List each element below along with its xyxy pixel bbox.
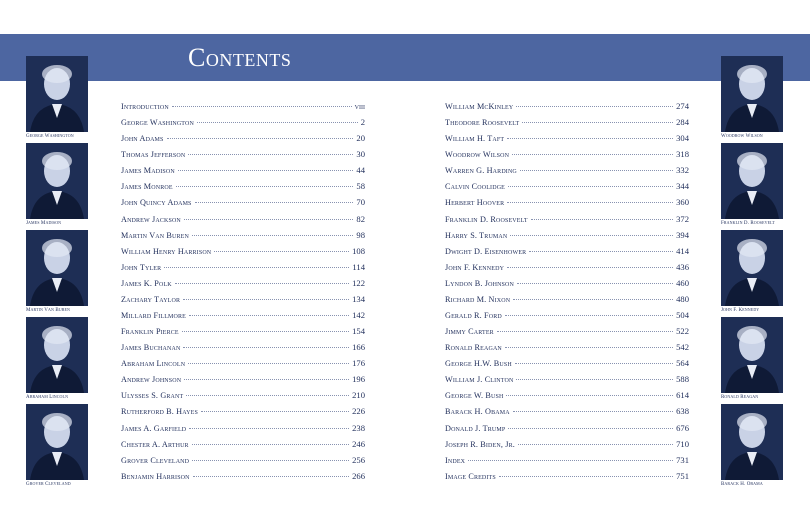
toc-entry[interactable] bbox=[121, 291, 365, 307]
dot-leader bbox=[192, 460, 349, 461]
toc-entry[interactable] bbox=[445, 403, 689, 419]
toc-entry-page: 614 bbox=[676, 390, 689, 401]
dot-leader bbox=[518, 444, 673, 445]
dot-leader bbox=[164, 267, 349, 268]
toc-entry-page: 226 bbox=[352, 406, 365, 417]
toc-entry-title: Harry S. Truman bbox=[445, 230, 508, 240]
toc-entry-title: Benjamin Harrison bbox=[121, 471, 190, 481]
toc-entry[interactable] bbox=[121, 452, 365, 468]
toc-entry-page: 731 bbox=[676, 454, 689, 465]
right-portrait bbox=[721, 230, 783, 313]
toc-entry-page: 710 bbox=[676, 438, 689, 449]
toc-entry-page: 638 bbox=[676, 406, 689, 417]
toc-entry-page: 504 bbox=[676, 310, 689, 321]
toc-entry-title: Andrew Jackson bbox=[121, 214, 181, 224]
toc-entry-title: William H. Taft bbox=[445, 134, 505, 144]
toc-entry-title: Franklin Pierce bbox=[121, 327, 179, 337]
toc-entry-page: 414 bbox=[676, 245, 689, 256]
toc-entry-title: Donald J. Trump bbox=[445, 423, 506, 433]
portrait-franklin-roosevelt-icon bbox=[721, 143, 783, 219]
toc-entry-page: 318 bbox=[676, 149, 689, 160]
dot-leader bbox=[505, 315, 673, 316]
portrait-caption: Abraham Lincoln bbox=[26, 395, 69, 400]
dot-leader bbox=[197, 122, 358, 123]
dot-leader bbox=[188, 154, 353, 155]
toc-entry-page: 564 bbox=[676, 358, 689, 369]
portrait-caption: Barack H. Obama bbox=[721, 482, 763, 487]
toc-entry-page: 344 bbox=[676, 181, 689, 192]
dot-leader bbox=[167, 138, 354, 139]
toc-entry[interactable] bbox=[121, 146, 365, 162]
toc-entry-page: 122 bbox=[352, 277, 365, 288]
dot-leader bbox=[508, 186, 673, 187]
toc-entry[interactable] bbox=[121, 468, 365, 484]
toc-entry[interactable] bbox=[445, 452, 689, 468]
toc-entry[interactable] bbox=[121, 355, 365, 371]
dot-leader bbox=[175, 283, 349, 284]
toc-entry[interactable] bbox=[445, 227, 689, 243]
dot-leader bbox=[507, 202, 673, 203]
toc-entry-title: Andrew Johnson bbox=[121, 375, 182, 385]
dot-leader bbox=[468, 460, 673, 461]
toc-entry-page: 30 bbox=[356, 149, 365, 160]
dot-leader bbox=[517, 283, 673, 284]
portrait-caption: Martin Van Buren bbox=[26, 308, 71, 313]
toc-entry-page: 2 bbox=[360, 117, 365, 128]
toc-entry-title: George H.W. Bush bbox=[445, 359, 512, 369]
right-portrait bbox=[721, 143, 783, 226]
dot-leader bbox=[195, 202, 354, 203]
dot-leader bbox=[183, 347, 349, 348]
toc-entry-page: 304 bbox=[676, 133, 689, 144]
toc-entry[interactable] bbox=[121, 323, 365, 339]
toc-entry-title: William J. Clinton bbox=[445, 375, 514, 385]
portrait-grover-cleveland-icon bbox=[26, 404, 88, 480]
toc-entry-title: Index bbox=[445, 455, 466, 465]
portrait-caption: Ronald Reagan bbox=[721, 395, 759, 400]
toc-entry-page: 114 bbox=[352, 261, 365, 272]
toc-entry-page: 98 bbox=[356, 229, 365, 240]
toc-entry-page: 108 bbox=[352, 245, 365, 256]
toc-entry-page: 134 bbox=[352, 293, 365, 304]
portrait-caption: Franklin D. Roosevelt bbox=[721, 221, 775, 226]
toc-entry[interactable] bbox=[121, 227, 365, 243]
toc-entry-page: 58 bbox=[356, 181, 365, 192]
toc-entry[interactable] bbox=[445, 146, 689, 162]
left-portrait bbox=[26, 404, 88, 487]
toc-entry[interactable] bbox=[121, 178, 365, 194]
toc-entry-page: 588 bbox=[676, 374, 689, 385]
dot-leader bbox=[189, 428, 349, 429]
toc-entry[interactable] bbox=[445, 98, 689, 114]
toc-entry-page: 20 bbox=[356, 133, 365, 144]
toc-entry-title: Jimmy Carter bbox=[445, 327, 494, 337]
toc-entry-title: Herbert Hoover bbox=[445, 198, 505, 208]
toc-entry-page: 82 bbox=[356, 213, 365, 224]
right-portrait bbox=[721, 56, 783, 139]
toc-entry-page: 480 bbox=[676, 293, 689, 304]
toc-entry-page: 44 bbox=[356, 165, 365, 176]
toc-entry[interactable] bbox=[121, 130, 365, 146]
toc-entry[interactable] bbox=[445, 211, 689, 227]
toc-entry-title: George W. Bush bbox=[445, 391, 504, 401]
dot-leader bbox=[178, 170, 354, 171]
toc-entry-title: Introduction bbox=[121, 102, 169, 111]
toc-entry-page: 676 bbox=[676, 422, 689, 433]
toc-entry-title: Warren G. Harding bbox=[445, 166, 517, 176]
toc-entry-title: William McKinley bbox=[445, 102, 514, 111]
dot-leader bbox=[522, 122, 673, 123]
toc-entry-page: 460 bbox=[676, 277, 689, 288]
toc-entry[interactable] bbox=[121, 243, 365, 259]
toc-entry[interactable] bbox=[121, 436, 365, 452]
toc-entry[interactable] bbox=[121, 194, 365, 210]
toc-entry-title: Barack H. Obama bbox=[445, 407, 510, 417]
toc-entry-page: 196 bbox=[352, 374, 365, 385]
toc-entry[interactable] bbox=[121, 162, 365, 178]
toc-entry[interactable] bbox=[445, 178, 689, 194]
toc-entry-title: Zachary Taylor bbox=[121, 294, 181, 304]
toc-entry-page: 522 bbox=[676, 326, 689, 337]
dot-leader bbox=[189, 315, 349, 316]
toc-entry-page: 394 bbox=[676, 229, 689, 240]
toc-entry[interactable] bbox=[445, 243, 689, 259]
toc-entry-title: James Monroe bbox=[121, 182, 173, 192]
toc-entry-page: 210 bbox=[352, 390, 365, 401]
dot-leader bbox=[499, 476, 673, 477]
toc-entry-title: Chester A. Arthur bbox=[121, 439, 189, 449]
toc-entry-page: viii bbox=[354, 101, 365, 111]
portrait-caption: John F. Kennedy bbox=[721, 308, 760, 313]
toc-entry[interactable] bbox=[121, 211, 365, 227]
toc-entry-title: Joseph R. Biden, Jr. bbox=[445, 439, 515, 449]
dot-leader bbox=[193, 476, 349, 477]
dot-leader bbox=[508, 428, 673, 429]
toc-entry-title: James Madison bbox=[121, 166, 175, 176]
toc-entry-title: George Washington bbox=[121, 118, 194, 128]
toc-entry-title: James K. Polk bbox=[121, 278, 172, 288]
toc-entry[interactable] bbox=[445, 259, 689, 275]
toc-entry[interactable] bbox=[121, 307, 365, 323]
toc-entry[interactable] bbox=[445, 420, 689, 436]
dot-leader bbox=[182, 331, 349, 332]
portrait-barack-obama-icon bbox=[721, 404, 783, 480]
title-banner bbox=[0, 34, 810, 81]
dot-leader bbox=[512, 154, 673, 155]
dot-leader bbox=[520, 170, 673, 171]
toc-entry-title: Ulysses S. Grant bbox=[121, 391, 184, 401]
toc-entry-title: Thomas Jefferson bbox=[121, 150, 186, 160]
toc-entry-title: John Tyler bbox=[121, 262, 162, 272]
toc-entry-title: John F. Kennedy bbox=[445, 262, 505, 272]
toc-entry[interactable] bbox=[445, 436, 689, 452]
toc-entry-title: Theodore Roosevelt bbox=[445, 118, 520, 128]
toc-entry-page: 284 bbox=[676, 117, 689, 128]
dot-leader bbox=[192, 444, 349, 445]
toc-entry[interactable] bbox=[121, 339, 365, 355]
toc-entry-page: 274 bbox=[676, 101, 689, 111]
dot-leader bbox=[516, 379, 673, 380]
toc-entry-page: 751 bbox=[676, 470, 689, 481]
toc-entry-title: Woodrow Wilson bbox=[445, 150, 510, 160]
toc-entry-title: Martin Van Buren bbox=[121, 230, 189, 240]
toc-entry[interactable] bbox=[445, 130, 689, 146]
toc-entry-page: 372 bbox=[676, 213, 689, 224]
toc-entry-title: Richard M. Nixon bbox=[445, 294, 511, 304]
dot-leader bbox=[531, 219, 673, 220]
toc-entry-page: 332 bbox=[676, 165, 689, 176]
right-portrait bbox=[721, 404, 783, 487]
toc-entry-title: Lyndon B. Johnson bbox=[445, 278, 515, 288]
portrait-john-f-kennedy-icon bbox=[721, 230, 783, 306]
toc-entry[interactable] bbox=[121, 371, 365, 387]
dot-leader bbox=[172, 106, 352, 107]
toc-entry-page: 436 bbox=[676, 261, 689, 272]
toc-entry[interactable] bbox=[445, 371, 689, 387]
dot-leader bbox=[184, 379, 349, 380]
toc-entry[interactable] bbox=[445, 387, 689, 403]
dot-leader bbox=[188, 363, 349, 364]
dot-leader bbox=[505, 347, 673, 348]
dot-leader bbox=[192, 235, 353, 236]
toc-entry-page: 154 bbox=[352, 326, 365, 337]
toc-entry-title: John Adams bbox=[121, 134, 164, 144]
toc-entry[interactable] bbox=[121, 98, 365, 114]
toc-entry-page: 142 bbox=[352, 310, 365, 321]
dot-leader bbox=[513, 299, 673, 300]
toc-entry-page: 238 bbox=[352, 422, 365, 433]
toc-entry[interactable] bbox=[121, 275, 365, 291]
toc-entry-title: Ronald Reagan bbox=[445, 343, 502, 353]
toc-entry-page: 246 bbox=[352, 438, 365, 449]
toc-entry-title: Image Credits bbox=[445, 471, 496, 481]
portrait-caption: James Madison bbox=[26, 221, 62, 226]
dot-leader bbox=[516, 106, 673, 107]
dot-leader bbox=[186, 395, 349, 396]
toc-entry[interactable] bbox=[445, 275, 689, 291]
toc-entry[interactable] bbox=[445, 339, 689, 355]
dot-leader bbox=[214, 251, 349, 252]
dot-leader bbox=[513, 411, 673, 412]
toc-right-column bbox=[445, 98, 689, 484]
toc-entry[interactable] bbox=[445, 323, 689, 339]
toc-entry-page: 360 bbox=[676, 197, 689, 208]
toc-entry[interactable] bbox=[121, 114, 365, 130]
dot-leader bbox=[183, 299, 349, 300]
left-portrait bbox=[26, 143, 88, 226]
toc-entry-title: John Quincy Adams bbox=[121, 198, 192, 208]
toc-entry-title: James A. Garfield bbox=[121, 423, 187, 433]
portrait-george-washington-icon bbox=[26, 56, 88, 132]
toc-entry-title: James Buchanan bbox=[121, 343, 181, 353]
toc-entry-title: Dwight D. Eisenhower bbox=[445, 246, 527, 256]
dot-leader bbox=[515, 363, 673, 364]
dot-leader bbox=[507, 138, 673, 139]
left-portrait bbox=[26, 230, 88, 313]
portrait-caption: Woodrow Wilson bbox=[721, 134, 763, 139]
toc-entry[interactable] bbox=[445, 291, 689, 307]
dot-leader bbox=[497, 331, 673, 332]
toc-entry[interactable] bbox=[445, 162, 689, 178]
page-title: Contents bbox=[188, 43, 292, 72]
toc-entry-page: 266 bbox=[352, 470, 365, 481]
portrait-abraham-lincoln-icon bbox=[26, 317, 88, 393]
dot-leader bbox=[176, 186, 354, 187]
toc-entry[interactable] bbox=[121, 420, 365, 436]
portrait-caption: George Washington bbox=[26, 134, 74, 139]
toc-entry[interactable] bbox=[121, 387, 365, 403]
toc-entry[interactable] bbox=[445, 194, 689, 210]
toc-entry-title: Millard Fillmore bbox=[121, 311, 186, 321]
dot-leader bbox=[529, 251, 673, 252]
right-portrait bbox=[721, 317, 783, 400]
toc-entry-title: William Henry Harrison bbox=[121, 246, 212, 256]
portrait-woodrow-wilson-icon bbox=[721, 56, 783, 132]
toc-entry-title: Calvin Coolidge bbox=[445, 182, 505, 192]
toc-entry-title: Gerald R. Ford bbox=[445, 311, 502, 321]
dot-leader bbox=[184, 219, 353, 220]
dot-leader bbox=[506, 395, 673, 396]
portrait-caption: Grover Cleveland bbox=[26, 482, 71, 487]
portrait-martin-van-buren-icon bbox=[26, 230, 88, 306]
toc-left-column bbox=[121, 98, 365, 484]
toc-entry[interactable] bbox=[121, 259, 365, 275]
toc-entry[interactable] bbox=[121, 403, 365, 419]
toc-entry[interactable] bbox=[445, 468, 689, 484]
toc-entry-page: 176 bbox=[352, 358, 365, 369]
dot-leader bbox=[510, 235, 673, 236]
dot-leader bbox=[507, 267, 673, 268]
toc-entry-page: 70 bbox=[356, 197, 365, 208]
toc-entry[interactable] bbox=[445, 355, 689, 371]
toc-entry-title: Rutherford B. Hayes bbox=[121, 407, 198, 417]
left-portrait bbox=[26, 317, 88, 400]
toc-entry[interactable] bbox=[445, 114, 689, 130]
toc-entry-title: Abraham Lincoln bbox=[121, 359, 186, 369]
toc-entry-page: 166 bbox=[352, 342, 365, 353]
toc-entry[interactable] bbox=[445, 307, 689, 323]
portrait-ronald-reagan-icon bbox=[721, 317, 783, 393]
left-portrait bbox=[26, 56, 88, 139]
toc-entry-page: 256 bbox=[352, 454, 365, 465]
toc-entry-title: Franklin D. Roosevelt bbox=[445, 214, 528, 224]
toc-entry-title: Grover Cleveland bbox=[121, 455, 190, 465]
portrait-james-madison-icon bbox=[26, 143, 88, 219]
dot-leader bbox=[201, 411, 349, 412]
toc-entry-page: 542 bbox=[676, 342, 689, 353]
